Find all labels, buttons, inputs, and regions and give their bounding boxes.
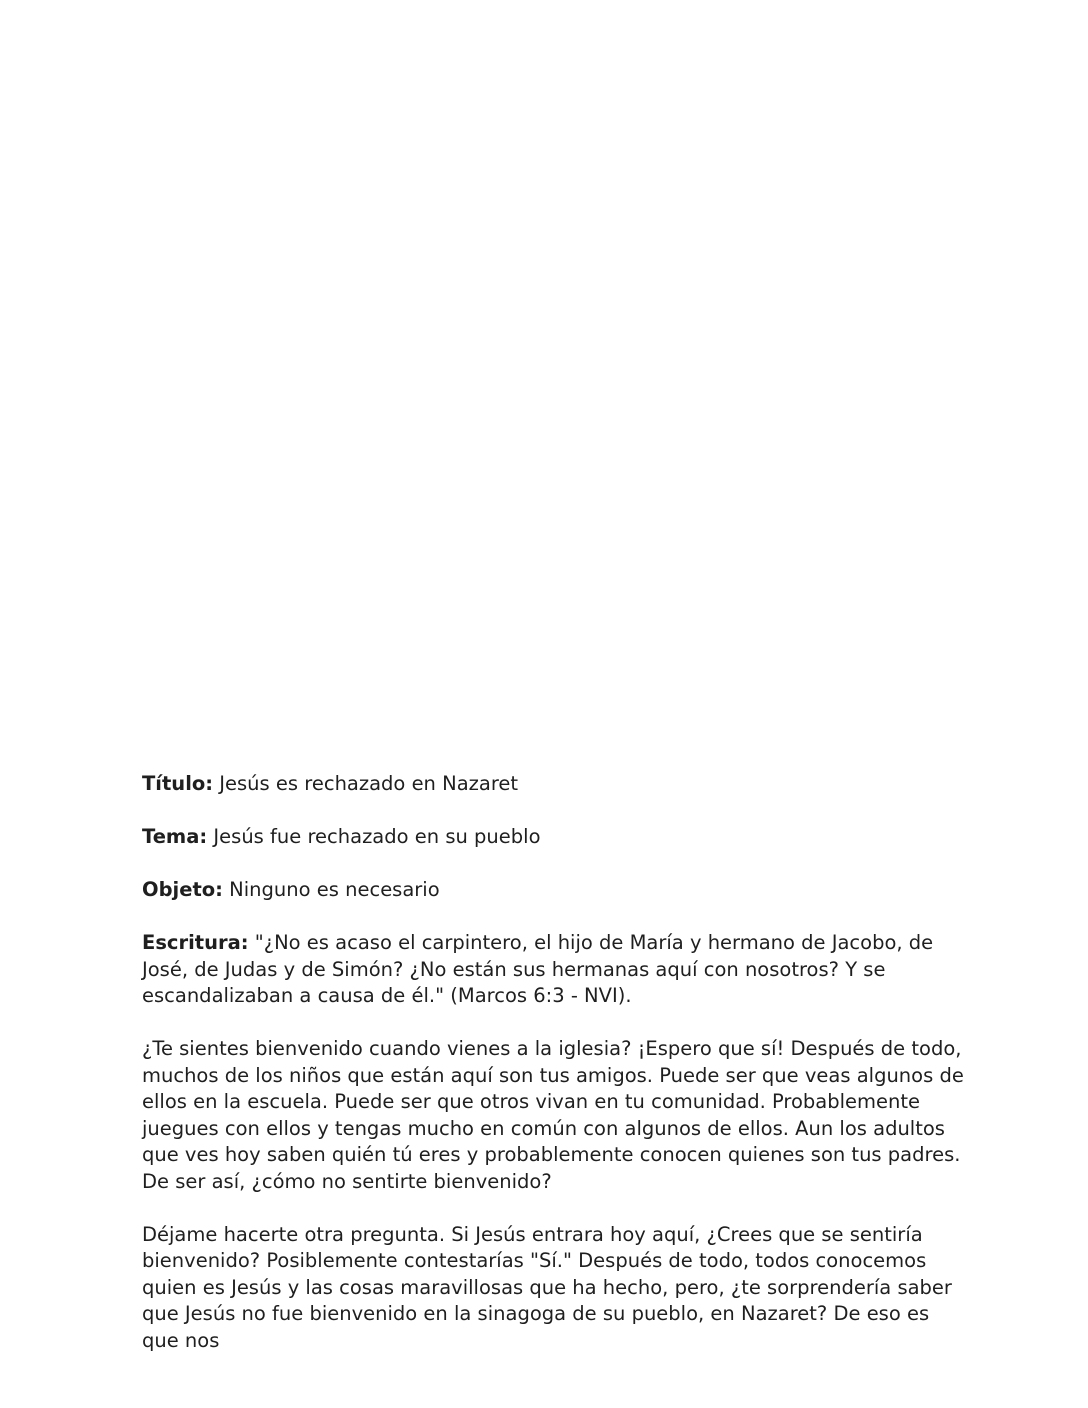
object-value: Ninguno es necesario bbox=[222, 878, 440, 901]
title-value: Jesús es rechazado en Nazaret bbox=[213, 772, 519, 795]
document-body bbox=[142, 771, 972, 1354]
title-label: Título: bbox=[142, 772, 214, 795]
theme-field bbox=[142, 824, 972, 851]
body-paragraph-1: ¿Te sientes bienvenido cuando vienes a la iglesia? ¡Espero que sí! Después de todo, muchos de los niños que están aquí son tus amigos. Puede ser que veas algunos de ellos en la escuela. Puede ser que otros vivan en tu comunidad. Probablemente juegues con ellos y tengas mucho en común con algunos de ellos. Aun los adultos que ves hoy saben quién tú eres y probablemente conocen quienes son tus padres. De ser así, ¿cómo no sentirte bienvenido? bbox=[142, 1037, 964, 1193]
scripture-value: "¿No es acaso el carpintero, el hijo de María y hermano de Jacobo, de José, de Judas y de Simón? ¿No están sus hermanas aquí con nosotros? Y se escandalizaban a causa de él." (Marcos 6:3 - NVI). bbox=[142, 931, 934, 1007]
object-label: Objeto: bbox=[142, 878, 223, 901]
object-field bbox=[142, 877, 972, 904]
scripture-field bbox=[142, 930, 972, 1010]
title-field bbox=[142, 771, 972, 798]
theme-label: Tema: bbox=[142, 825, 208, 848]
scripture-label: Escritura: bbox=[142, 931, 249, 954]
body-paragraph-2: Déjame hacerte otra pregunta. Si Jesús entrara hoy aquí, ¿Crees que se sentiría bienvenido? Posiblemente contestarías "Sí." Después de todo, todos conocemos quien es Jesús y las cosas maravillosas que ha hecho, pero, ¿te sorprendería saber que Jesús no fue bienvenido en la sinagoga de su pueblo, en Nazaret? De eso es que nos bbox=[142, 1222, 952, 1352]
theme-value: Jesús fue rechazado en su pueblo bbox=[207, 825, 541, 848]
